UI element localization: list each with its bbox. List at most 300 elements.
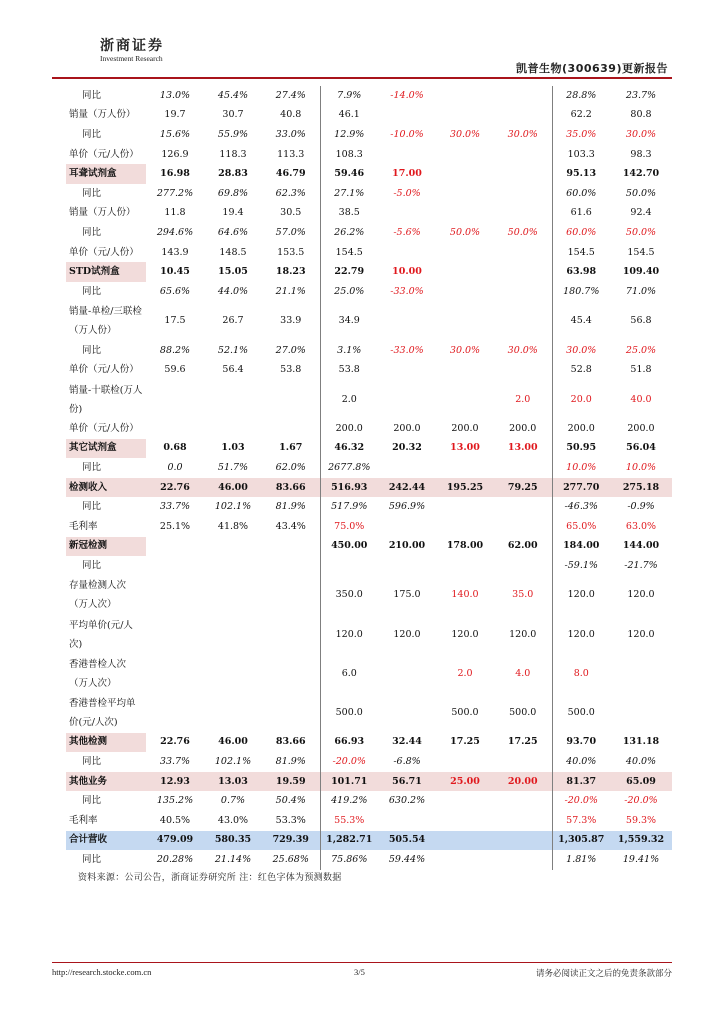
table-cell: 33.7% (159, 755, 191, 767)
table-cell: 65.0% (566, 520, 597, 532)
row-label: 新冠检测 (66, 537, 146, 557)
table-cell (262, 419, 320, 439)
table-cell: 95.13 (566, 168, 597, 180)
row-label: 销量-单检/三联检（万人份） (69, 306, 142, 337)
table-cell (436, 164, 494, 184)
table-cell (204, 615, 262, 654)
table-cell: 45.4 (570, 315, 592, 327)
table-cell (262, 556, 320, 576)
table-body (66, 86, 672, 870)
table-cell: 60.0% (566, 226, 597, 238)
table-cell: 4.0 (494, 654, 552, 693)
table-cell: 1,305.87 (552, 831, 610, 851)
table-cell: 55.9% (217, 128, 249, 140)
table-cell (146, 537, 204, 557)
table-cell: 131.18 (622, 736, 660, 748)
table-cell: 153.5 (277, 246, 305, 258)
table-cell: 200.0 (451, 422, 479, 434)
table-cell: 81.9% (275, 755, 306, 767)
table-cell: 20.00 (494, 772, 552, 792)
table-cell (436, 752, 494, 772)
table-cell: 12.93 (146, 772, 204, 792)
table-cell: 1.67 (279, 442, 303, 454)
table-cell: 30.0% (494, 125, 552, 145)
table-cell: 8.0 (573, 667, 589, 679)
table-cell: 2.0 (457, 667, 473, 679)
table-cell: 50.0% (625, 187, 657, 199)
table-cell: 32.44 (392, 736, 422, 748)
row-label: STD试剂盒 (66, 262, 146, 282)
row-label: 耳聋试剂盒 (66, 164, 146, 184)
table-cell: 30.0% (494, 341, 552, 361)
table-cell: 46.00 (218, 736, 248, 748)
table-cell: -20.0% (624, 795, 658, 807)
table-cell: 30.0% (625, 128, 657, 140)
table-cell: 43.0% (217, 814, 249, 826)
table-cell: 184.00 (563, 540, 600, 552)
table-cell: 35.0% (566, 128, 597, 140)
table-cell: 154.5 (567, 246, 595, 258)
table-cell (494, 517, 552, 537)
table-cell (436, 458, 494, 478)
table-cell (204, 693, 262, 732)
table-cell: 40.5% (159, 814, 191, 826)
table-cell: 43.4% (275, 520, 306, 532)
row-label: 单价（元/人份） (69, 364, 139, 376)
table-cell (146, 615, 204, 654)
table-cell: 52.8 (570, 364, 592, 376)
table-cell: 450.00 (320, 537, 378, 557)
table-cell (146, 576, 204, 615)
table-cell: 71.0% (625, 285, 657, 297)
table-cell: 56.71 (378, 772, 436, 792)
table-cell: 61.6 (570, 207, 592, 219)
table-cell (494, 86, 552, 106)
row-label: 同比 (82, 560, 102, 572)
table-cell: 1.81% (566, 853, 597, 865)
table-cell: 41.8% (217, 520, 249, 532)
table-cell (436, 262, 494, 282)
table-cell: 79.25 (494, 478, 552, 498)
table-cell: 50.0% (625, 226, 657, 238)
table-row (66, 380, 672, 419)
table-cell (436, 282, 494, 302)
table-cell: 46.79 (275, 168, 306, 180)
table-cell (378, 693, 436, 732)
table-row (66, 831, 672, 851)
table-cell: 65.6% (159, 285, 191, 297)
table-cell (436, 556, 494, 576)
table-cell (494, 811, 552, 831)
table-cell: 154.5 (627, 246, 655, 258)
table-cell: 27.0% (275, 344, 306, 356)
table-cell: 22.79 (320, 262, 378, 282)
table-cell: 30.7 (222, 109, 244, 121)
table-row (66, 693, 672, 732)
table-cell: 500.0 (494, 693, 552, 732)
table-cell: -20.0% (320, 752, 378, 772)
table-cell: 630.2% (388, 795, 426, 807)
table-cell: 53.8 (320, 360, 378, 380)
table-cell: 27.4% (275, 89, 306, 101)
row-label: 香港普检平均单价(元/人次) (69, 698, 136, 728)
table-row (66, 615, 672, 654)
table-row (66, 772, 672, 792)
table-cell (494, 497, 552, 517)
table-row (66, 145, 672, 165)
table-cell (436, 302, 494, 341)
table-cell (262, 537, 320, 557)
table-cell: 19.7 (164, 109, 186, 121)
report-title: 凯普生物(300639)更新报告 (516, 62, 668, 75)
table-cell: 1,559.32 (610, 831, 672, 851)
table-cell: 23.7% (625, 89, 657, 101)
table-cell: -5.0% (393, 187, 421, 199)
table-cell (436, 497, 494, 517)
table-cell: 40.0% (566, 755, 597, 767)
table-row (66, 733, 672, 753)
table-cell: 108.3 (320, 145, 378, 165)
table-cell: 57.3% (566, 814, 597, 826)
table-cell (436, 243, 494, 263)
row-label: 同比 (82, 226, 102, 238)
table-cell: 16.98 (160, 168, 190, 180)
table-cell: 200.0 (320, 419, 378, 439)
table-cell: 20.32 (392, 442, 422, 454)
table-cell: 113.3 (277, 148, 305, 160)
table-cell: 500.0 (567, 707, 595, 718)
table-cell: 275.18 (610, 478, 672, 498)
table-cell: 103.3 (567, 148, 595, 160)
table-cell: 2.0 (494, 380, 552, 419)
table-cell: 12.9% (320, 125, 378, 145)
table-cell (204, 576, 262, 615)
table-cell: 180.7% (563, 285, 600, 297)
table-cell: 40.0% (625, 755, 657, 767)
table-cell: 1.03 (221, 442, 245, 454)
table-cell (436, 204, 494, 224)
table-cell (436, 517, 494, 537)
logo-cn-text: 浙商证券 (100, 38, 164, 54)
table-cell: 80.8 (630, 109, 652, 121)
table-cell: 59.6 (164, 364, 186, 376)
table-cell: 19.59 (262, 772, 320, 792)
row-label: 存量检测人次（万人次） (69, 580, 127, 611)
table-cell: 126.9 (161, 148, 189, 160)
table-cell (494, 850, 552, 870)
table-row (66, 850, 672, 870)
row-label: 同比 (82, 128, 102, 140)
table-cell: 56.8 (630, 315, 652, 327)
table-cell: 1,282.71 (320, 831, 378, 851)
table-cell (262, 380, 320, 419)
table-cell: 140.0 (451, 589, 479, 601)
table-cell: 17.25 (450, 736, 480, 748)
table-cell: 517.9% (320, 497, 378, 517)
table-cell: 59.46 (320, 164, 378, 184)
table-cell: 44.0% (217, 285, 249, 297)
table-cell (204, 654, 262, 693)
table-cell (436, 145, 494, 165)
table-cell: 53.3% (275, 814, 306, 826)
table-cell: 25.1% (159, 520, 191, 532)
table-cell: 22.76 (160, 736, 190, 748)
table-row (66, 164, 672, 184)
table-cell: 45.4% (217, 89, 249, 101)
table-cell: 83.66 (275, 736, 306, 748)
table-row (66, 537, 672, 557)
table-cell: -21.7% (624, 560, 658, 572)
table-cell (378, 106, 436, 126)
table-cell (378, 204, 436, 224)
table-cell (436, 811, 494, 831)
table-cell: 51.7% (217, 462, 249, 474)
table-cell (262, 576, 320, 615)
table-cell: 15.6% (159, 128, 191, 140)
table-cell: 69.8% (217, 187, 249, 199)
table-cell (262, 654, 320, 693)
table-cell: 25.00 (436, 772, 494, 792)
table-cell: 51.8 (630, 364, 652, 376)
table-cell: 175.0 (393, 589, 421, 601)
table-cell: 0.68 (163, 442, 187, 454)
table-cell: 50.4% (275, 795, 306, 807)
table-cell: 13.03 (204, 772, 262, 792)
table-cell: 200.0 (494, 419, 552, 439)
table-cell: 46.1 (320, 106, 378, 126)
table-cell (436, 831, 494, 851)
table-row (66, 204, 672, 224)
table-cell: 7.9% (320, 86, 378, 106)
table-cell: 277.70 (552, 478, 610, 498)
table-cell: 6.0 (320, 654, 378, 693)
table-cell: 33.7% (159, 501, 191, 513)
table-cell: 25.0% (625, 344, 657, 356)
table-cell: 40.0 (630, 393, 652, 405)
table-cell (204, 380, 262, 419)
row-label: 同比 (82, 755, 102, 767)
table-cell: 26.2% (320, 223, 378, 243)
table-cell: 17.00 (392, 168, 422, 180)
table-cell: 30.5 (280, 207, 302, 219)
table-cell: 59.44% (388, 853, 426, 865)
table-row (66, 556, 672, 576)
table-cell (494, 360, 552, 380)
table-cell: 46.32 (320, 439, 378, 459)
table-cell (204, 419, 262, 439)
table-cell (320, 556, 378, 576)
table-cell: 81.9% (275, 501, 306, 513)
row-label: 同比 (82, 344, 102, 356)
footer-url[interactable]: http://research.stocke.com.cn (52, 967, 152, 977)
table-cell: 120.0 (627, 628, 655, 640)
row-label: 同比 (82, 187, 102, 199)
table-cell: 118.3 (219, 148, 247, 160)
table-cell: 200.0 (567, 422, 595, 434)
table-cell: 28.8% (566, 89, 597, 101)
table-cell (494, 556, 552, 576)
table-cell: 580.35 (204, 831, 262, 851)
table-cell (436, 380, 494, 419)
table-cell: -6.8% (393, 755, 421, 767)
table-row (66, 478, 672, 498)
table-cell: 75.86% (320, 850, 378, 870)
table-cell: 120.0 (320, 615, 378, 654)
table-cell: 242.44 (378, 478, 436, 498)
table-row (66, 243, 672, 263)
table-cell: 33.0% (275, 128, 306, 140)
table-cell: 419.2% (320, 791, 378, 811)
table-cell (494, 204, 552, 224)
table-cell: 56.04 (626, 442, 656, 454)
table-cell: 505.54 (378, 831, 436, 851)
table-row (66, 576, 672, 615)
table-cell: 294.6% (156, 226, 194, 238)
table-cell: 10.0% (566, 462, 597, 474)
row-label: 检测收入 (66, 478, 146, 498)
table-row (66, 184, 672, 204)
table-cell: 30.0% (449, 344, 481, 356)
table-cell (494, 106, 552, 126)
table-row (66, 86, 672, 106)
table-cell: 195.25 (436, 478, 494, 498)
table-cell (494, 145, 552, 165)
table-cell: 10.45 (160, 266, 190, 278)
table-cell: 10.0% (625, 462, 657, 474)
table-cell: 120.0 (451, 628, 479, 640)
row-label: 毛利率 (69, 814, 98, 826)
row-label: 其他检测 (66, 733, 146, 753)
row-label: 单价（元/人份） (69, 246, 139, 258)
table-cell (378, 811, 436, 831)
table-row (66, 791, 672, 811)
table-cell: 13.0% (159, 89, 191, 101)
row-label: 单价（元/人份） (69, 422, 139, 434)
table-cell (378, 243, 436, 263)
table-cell: 59.3% (625, 814, 657, 826)
table-cell: 21.1% (275, 285, 306, 297)
table-cell: 516.93 (320, 478, 378, 498)
table-cell: -5.6% (393, 226, 421, 238)
table-cell: 53.8 (280, 364, 302, 376)
table-cell: -14.0% (390, 89, 424, 101)
table-cell (494, 262, 552, 282)
row-label: 单价（元/人份） (69, 148, 139, 160)
table-cell: 2677.8% (320, 458, 378, 478)
table-cell: 34.9 (320, 302, 378, 341)
table-cell: 120.0 (393, 628, 421, 640)
table-cell: -10.0% (390, 128, 424, 140)
row-label: 销量（万人份） (69, 207, 136, 219)
table-cell: 120.0 (494, 615, 552, 654)
table-cell: 26.7 (222, 315, 244, 327)
table-row (66, 458, 672, 478)
table-cell (436, 791, 494, 811)
financial-forecast-table (66, 86, 672, 870)
row-label: 合计营收 (66, 831, 146, 851)
table-cell: 20.0 (570, 393, 592, 405)
table-cell (378, 556, 436, 576)
row-label: 同比 (82, 89, 102, 101)
table-cell (378, 145, 436, 165)
table-cell: 13.00 (450, 442, 480, 454)
table-cell: 120.0 (567, 628, 595, 640)
table-cell: 17.25 (494, 733, 552, 753)
table-cell (494, 831, 552, 851)
table-cell (378, 380, 436, 419)
table-row (66, 497, 672, 517)
table-cell: 62.00 (494, 537, 552, 557)
table-cell: 500.0 (451, 707, 479, 718)
table-row (66, 341, 672, 361)
table-cell: 500.0 (320, 693, 378, 732)
table-cell: 28.83 (218, 168, 248, 180)
table-cell: 277.2% (156, 187, 194, 199)
row-label: 香港普检人次（万人次） (69, 658, 127, 689)
table-cell: 148.5 (219, 246, 247, 258)
table-cell (494, 164, 552, 184)
table-cell (494, 243, 552, 263)
table-row (66, 811, 672, 831)
row-label: 同比 (82, 285, 102, 297)
table-cell: 62.2 (570, 109, 592, 121)
table-cell: 66.93 (320, 733, 378, 753)
row-label: 同比 (82, 795, 102, 807)
table-cell: 57.0% (275, 226, 306, 238)
table-cell (436, 86, 494, 106)
table-cell: 56.4 (222, 364, 244, 376)
table-cell: 479.09 (146, 831, 204, 851)
table-cell: 200.0 (627, 422, 655, 434)
table-cell: 120.0 (567, 589, 595, 601)
header-divider (52, 77, 672, 79)
table-cell: 142.70 (622, 168, 660, 180)
table-cell: 20.28% (156, 853, 194, 865)
table-cell: 93.70 (566, 736, 597, 748)
table-row (66, 752, 672, 772)
table-cell: 0.0 (167, 462, 183, 474)
table-cell: -33.0% (390, 285, 424, 297)
table-cell: 75.0% (320, 517, 378, 537)
table-cell: 22.76 (146, 478, 204, 498)
table-cell: 50.0% (449, 226, 481, 238)
table-row (66, 654, 672, 693)
table-cell (204, 556, 262, 576)
table-cell: 38.5 (320, 204, 378, 224)
table-cell: 33.9 (280, 315, 302, 327)
table-cell (146, 419, 204, 439)
row-label: 同比 (82, 853, 102, 865)
table-cell (436, 850, 494, 870)
table-cell: 2.0 (320, 380, 378, 419)
table-cell (378, 302, 436, 341)
footer-divider (52, 962, 672, 963)
table-row (66, 517, 672, 537)
table-cell: 65.09 (610, 772, 672, 792)
table-cell: 63.98 (566, 266, 597, 278)
table-cell: 88.2% (159, 344, 191, 356)
table-cell: 144.00 (622, 540, 660, 552)
table-cell (494, 752, 552, 772)
table-cell: 30.0% (566, 344, 597, 356)
row-label: 同比 (82, 501, 102, 513)
table-cell (378, 654, 436, 693)
table-cell: 13.00 (494, 439, 552, 459)
table-cell: -0.9% (627, 501, 655, 513)
table-cell: -59.1% (564, 560, 598, 572)
table-cell: 21.14% (214, 853, 252, 865)
table-cell: 210.00 (388, 540, 426, 552)
